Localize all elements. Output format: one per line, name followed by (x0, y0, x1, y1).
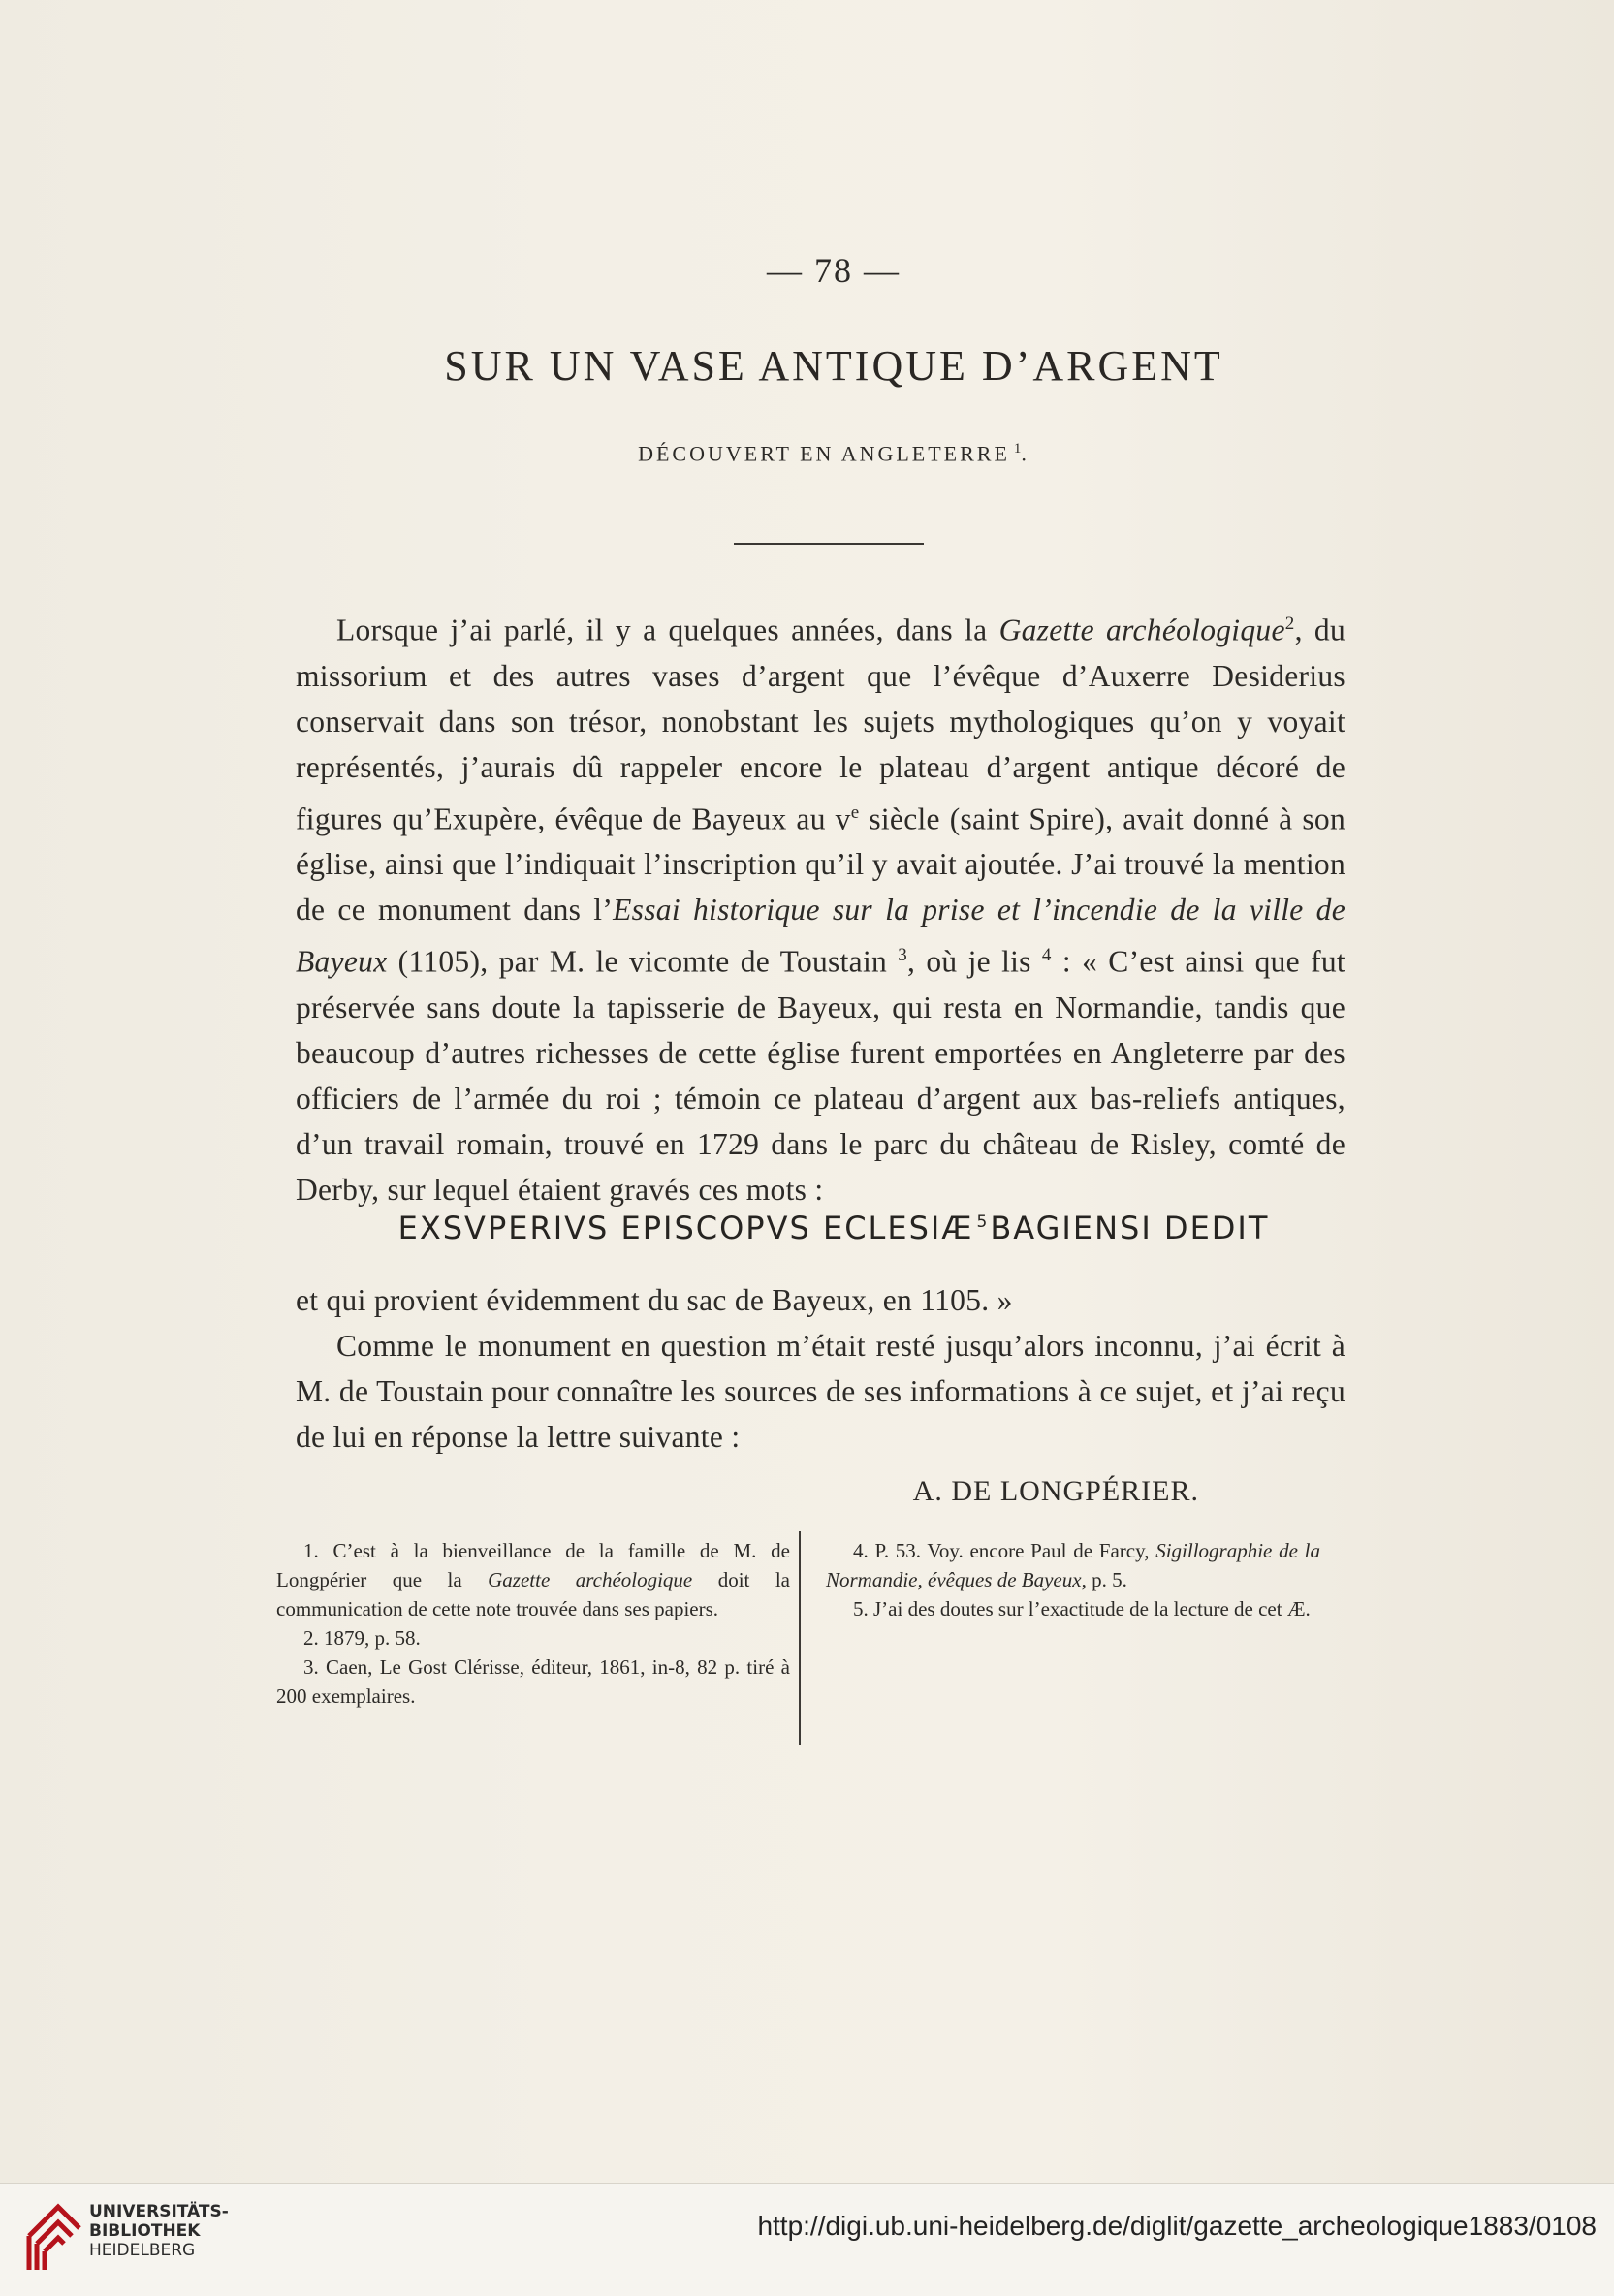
permalink-url[interactable]: http://digi.ub.uni-heidelberg.de/diglit/gazette_archeologique1883/0108 (757, 2211, 1597, 2241)
text-run: , p. 5. (1081, 1568, 1127, 1591)
text-run: , du missorium et des autres vases d’argent que l’évêque d’Auxerre Desiderius conservait dans son trésor, nonobstant les sujets mythologiques qu’on y voyait représentés, j’aurais dû rappeler encore le plateau d’argent antique décoré de figures qu’Exupère, évêque de Bayeux au v (296, 613, 1346, 835)
paragraph-2: Comme le monument en question m’était resté jusqu’alors inconnu, j’ai écrit à M. de Toustain pour connaître les sources de ses informations à ce sujet, et j’ai reçu de lui en réponse la lettre suivante : (296, 1329, 1345, 1454)
superscript-e: e (850, 802, 860, 823)
text-run: siècle (saint Spire), avait donné à son église, ainsi que l’indiquait l’inscription qu’il y avait ajoutée. J’ai trouvé la mention de ce monument dans l’ (296, 802, 1345, 927)
italic-title: Gazette archéologique (488, 1568, 693, 1591)
footnotes-left-column (276, 1536, 790, 1711)
footnotes-right-column (826, 1536, 1320, 1623)
italic-title-gazette: Gazette archéologique (998, 613, 1285, 647)
footnote-3: 3. Caen, Le Gost Clérisse, éditeur, 1861, in-8, 82 p. tiré à 200 exemplaires. (276, 1655, 790, 1708)
footnote-5: 5. J’ai des doutes sur l’exactitude de la lecture de cet Æ. (853, 1597, 1311, 1620)
text-run: 4. P. 53. Voy. encore Paul de Farcy, (853, 1539, 1156, 1562)
text-run: , où je lis (907, 944, 1042, 979)
article-subtitle (0, 441, 1614, 466)
italic-title-essai: Essai historique sur la prise et l’incendie de la ville de Bayeux (296, 893, 1345, 979)
footnote-1 (276, 1536, 790, 1623)
paragraph-continuation: et qui provient évidemment du sac de Bayeux, en 1105. » (296, 1283, 1013, 1317)
title-rule (734, 543, 924, 545)
article-title: SUR UN VASE ANTIQUE D’ARGENT (444, 342, 1223, 390)
ub-heidelberg-logo-icon[interactable] (19, 2192, 89, 2280)
footnote-ref-3: 3 (898, 945, 908, 965)
body-text-continued (296, 1277, 1345, 1460)
footnote-ref-1: 1 (1013, 441, 1022, 456)
page-number: — 78 — (767, 251, 901, 290)
italic-title: Sigillographie de la Normandie, évêques de Bayeux (826, 1539, 1320, 1591)
author-signature: A. DE LONGPÉRIER. (912, 1475, 1199, 1507)
footnote-ref-5: 5 (976, 1212, 988, 1233)
text-run: doit la communication de cette note trouvée dans ses papiers. (276, 1568, 790, 1620)
text-run: 1. C’est à la bienveillance de la famille de M. de Longpérier que la (276, 1539, 790, 1591)
footnote-2: 2. 1879, p. 58. (303, 1626, 421, 1650)
library-name-line-3: HEIDELBERG (89, 2241, 196, 2260)
inscription-text: BAGIENSI DEDIT (990, 1210, 1270, 1246)
footnote-ref-4: 4 (1041, 945, 1052, 965)
paragraph-1 (296, 601, 1345, 1212)
inscription-text: EXSVPERIVS EPISCOPVS ECLESIÆ (397, 1210, 974, 1246)
text-run: Lorsque j’ai parlé, il y a quelques années, dans la (336, 613, 999, 647)
body-text (296, 601, 1345, 1212)
footnote-column-divider (799, 1531, 801, 1745)
text-run: (1105), par M. le vicomte de Toustain (387, 944, 899, 979)
subtitle-period: . (1021, 441, 1029, 466)
text-run: : « C’est ainsi que fut préservée sans doute la tapisserie de Bayeux, qui resta en Normandie, tandis que beaucoup d’autres richesses de cette église furent emportées en Angleterre par des officiers de l’armée du roi ; témoin ce plateau d’argent aux bas-reliefs antiques, d’un travail romain, trouvé en 1729 dans le parc du château de Risley, comté de Derby, sur lequel étaient gravés ces mots : (296, 944, 1345, 1207)
footnote-4 (826, 1536, 1320, 1594)
subtitle-text: DÉCOUVERT EN ANGLETERRE (638, 441, 1010, 466)
library-name-line-1: UNIVERSITÄTS- (89, 2202, 229, 2221)
footnote-ref-2: 2 (1284, 613, 1295, 634)
library-name-line-2: BIBLIOTHEK (89, 2221, 201, 2241)
inscription (0, 1210, 1614, 1246)
library-name[interactable] (89, 2202, 229, 2260)
